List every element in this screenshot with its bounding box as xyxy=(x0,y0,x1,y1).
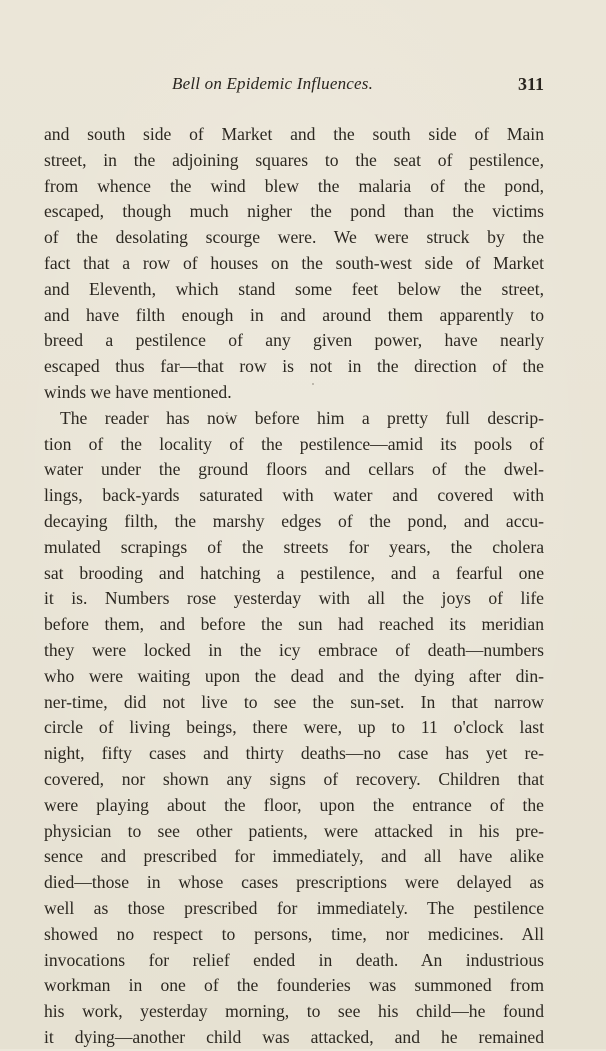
text-line: physician to see other patients, were attacked in his pre- xyxy=(44,820,544,841)
text-line: water under the ground floors and cellars of the dwel- xyxy=(44,459,544,480)
text-line: and south side of Market and the south side of Main xyxy=(44,124,544,144)
text-line: were playing about the floor, upon the entrance of the xyxy=(44,794,544,815)
text-line: covered, nor shown any signs of recovery. Children that xyxy=(44,768,544,789)
text-line: of the desolating scourge were. We were struck by the xyxy=(44,227,544,248)
text-line: showed no respect to persons, time, nor medicines. All xyxy=(44,923,544,944)
text-line: it is. Numbers rose yesterday with all the joys of life xyxy=(44,588,544,609)
text-line: they were locked in the icy embrace of death—numbers xyxy=(44,639,544,660)
text-line: breed a pestilence of any given power, have nearly xyxy=(44,330,544,351)
running-head-title: Bell on Epidemic Influences. xyxy=(172,74,374,93)
text-line: street, in the adjoining squares to the seat of pestilence, xyxy=(44,149,544,170)
text-line: from whence the wind blew the malaria of the pond, xyxy=(44,175,544,196)
text-line: The reader has now before him a pretty full descrip- xyxy=(60,407,544,428)
text-line: invocations for relief ended in death. An industrious xyxy=(44,949,544,970)
text-line: his work, yesterday morning, to see his child—he found xyxy=(44,1001,544,1022)
text-line: escaped thus far—that row is not in the direction of the xyxy=(44,356,544,377)
text-line: night, fifty cases and thirty deaths—no case has yet re- xyxy=(44,743,544,764)
text-line: winds we have mentioned. xyxy=(44,381,232,402)
text-line: who were waiting upon the dead and the dying after din- xyxy=(44,665,544,686)
paper-speck xyxy=(486,626,488,628)
text-line: it dying—another child was attacked, and he remained xyxy=(44,1026,544,1047)
text-line: fact that a row of houses on the south-west side of Market xyxy=(44,252,544,273)
paper-speck xyxy=(226,412,228,414)
text-line: mulated scrapings of the streets for years, the cholera xyxy=(44,536,544,557)
text-line: well as those prescribed for immediately. The pestilence xyxy=(44,897,544,918)
paragraph-2 xyxy=(44,406,544,1051)
text-line: died—those in whose cases prescriptions were delayed as xyxy=(44,872,544,893)
text-line: workman in one of the founderies was summoned from xyxy=(44,975,544,996)
text-line: ner-time, did not live to see the sun-set. In that narrow xyxy=(44,691,544,712)
running-head xyxy=(44,74,544,100)
text-line: escaped, though much nigher the pond than the victims xyxy=(44,201,544,222)
text-line: tion of the locality of the pestilence—amid its pools of xyxy=(44,433,544,454)
text-line: lings, back-yards saturated with water and covered with xyxy=(44,485,544,506)
paper-speck xyxy=(312,383,314,385)
page-number: 311 xyxy=(517,74,544,94)
text-line: sat brooding and hatching a pestilence, and a fearful one xyxy=(44,562,544,583)
text-line: decaying filth, the marshy edges of the pond, and accu- xyxy=(44,510,544,531)
text-line: circle of living beings, there were, up to 11 o'clock last xyxy=(44,717,544,738)
text-line: and have filth enough in and around them apparently to xyxy=(44,304,544,325)
text-line: before them, and before the sun had reached its meridian xyxy=(44,614,544,635)
text-line: and Eleventh, which stand some feet below the street, xyxy=(44,278,544,299)
text-line: sence and prescribed for immediately, and all have alike xyxy=(44,846,544,867)
paragraph-1 xyxy=(44,122,544,406)
body-text xyxy=(44,122,544,1051)
